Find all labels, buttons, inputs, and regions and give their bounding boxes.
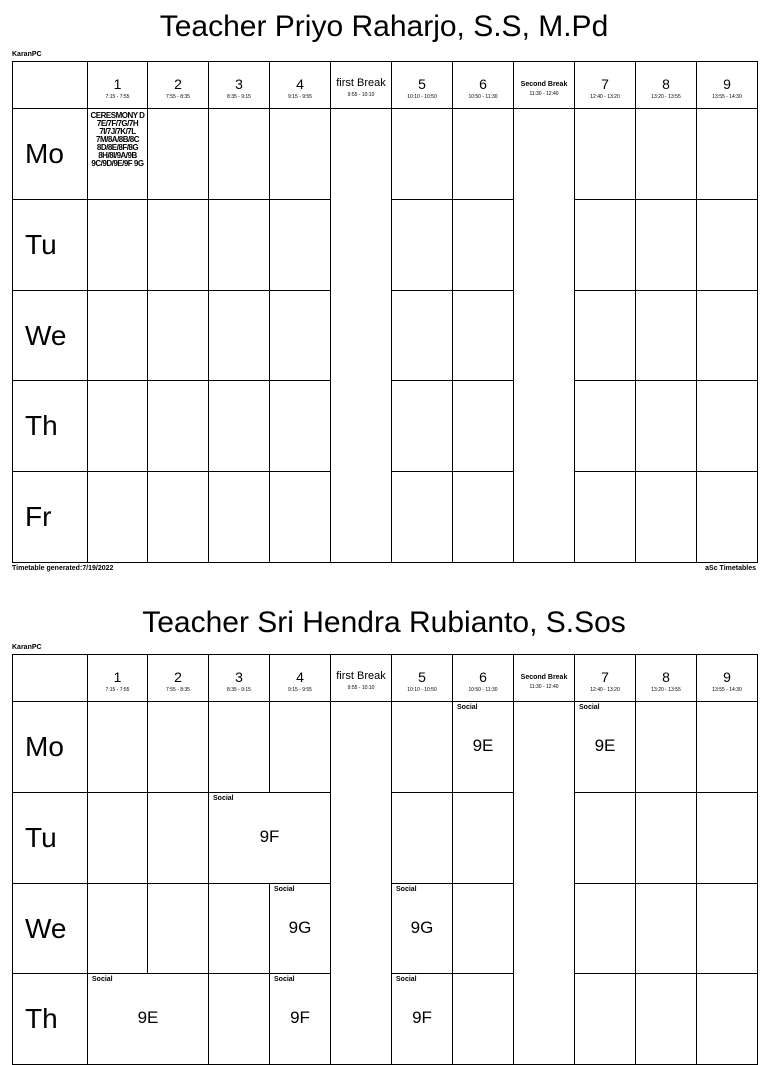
empty-cell	[575, 793, 636, 884]
empty-cell	[392, 109, 453, 200]
empty-cell	[697, 472, 758, 563]
author-label: KaranPC	[12, 51, 42, 58]
empty-cell	[453, 974, 514, 1065]
lesson-class: 9G	[410, 918, 434, 937]
empty-cell	[392, 793, 453, 884]
empty-cell	[575, 884, 636, 974]
empty-cell	[453, 291, 514, 381]
empty-cell	[270, 472, 331, 563]
empty-cell	[636, 472, 697, 563]
period-header: 6 10:50 - 11:30	[453, 655, 514, 702]
corner-cell	[13, 655, 88, 702]
break-column	[514, 109, 575, 563]
period-header: 1 7:15 - 7:55	[88, 655, 148, 702]
empty-cell	[697, 381, 758, 472]
day-label: We	[13, 291, 88, 381]
period-header: 4 9:15 - 9:55	[270, 655, 331, 702]
empty-cell	[392, 702, 453, 793]
period-header: 3 8:35 - 9:15	[209, 62, 270, 109]
empty-cell	[392, 200, 453, 291]
break-column	[514, 702, 575, 1065]
timetable2-grid	[12, 654, 758, 1065]
lesson-cell[interactable]	[270, 974, 331, 1065]
lesson-cell[interactable]	[575, 702, 636, 793]
lesson-class: 9F	[412, 1008, 432, 1027]
corner-cell	[13, 62, 88, 109]
break-header: Second Break 11:30 - 12:40	[514, 62, 575, 109]
empty-cell	[453, 884, 514, 974]
empty-cell	[697, 974, 758, 1065]
empty-cell	[697, 884, 758, 974]
empty-cell	[453, 200, 514, 291]
empty-cell	[88, 884, 148, 974]
empty-cell	[453, 793, 514, 884]
period-header: 9 13:55 - 14:30	[697, 62, 758, 109]
day-label: Th	[13, 381, 88, 472]
empty-cell	[270, 291, 331, 381]
empty-cell	[88, 702, 148, 793]
period-header: 5 10:10 - 10:50	[392, 62, 453, 109]
lesson-cell[interactable]	[270, 884, 331, 974]
lesson-subject: Social	[274, 976, 295, 983]
footer-brand: aSc Timetables	[705, 565, 756, 572]
empty-cell	[636, 109, 697, 200]
period-header: 6 10:50 - 11:30	[453, 62, 514, 109]
timetable1-title: Teacher Priyo Raharjo, S.S, M.Pd	[159, 10, 609, 43]
empty-cell	[88, 472, 148, 563]
empty-cell	[575, 109, 636, 200]
empty-cell	[209, 702, 270, 793]
empty-cell	[88, 381, 148, 472]
empty-cell	[392, 381, 453, 472]
empty-cell	[88, 793, 148, 884]
period-header: 5 10:10 - 10:50	[392, 655, 453, 702]
empty-cell	[148, 381, 209, 472]
lesson-class: 9G	[288, 918, 312, 937]
period-header: 8 13:20 - 13:55	[636, 62, 697, 109]
empty-cell	[270, 702, 331, 793]
day-label: Fr	[13, 472, 88, 563]
footer-generated: Timetable generated:7/19/2022	[12, 565, 114, 572]
lesson-cell[interactable]	[88, 109, 148, 200]
lesson-class: 9E	[472, 736, 494, 755]
lesson-subject: Social	[274, 886, 295, 893]
empty-cell	[148, 200, 209, 291]
timetable1-grid	[12, 61, 758, 563]
lesson-class: 9F	[290, 1008, 310, 1027]
lesson-subject: Social	[396, 976, 417, 983]
day-label: Mo	[13, 109, 88, 200]
empty-cell	[148, 291, 209, 381]
empty-cell	[209, 200, 270, 291]
empty-cell	[148, 472, 209, 563]
lesson-classes: CERESMONY D 7E/7F/7G/7H 7I/7J/7K/7L 7M/8A/8B/8C 8D/8E/8F/8G 8H/8I/9A/9B 9C/9D/9E/9F 9G	[90, 111, 145, 168]
empty-cell	[697, 793, 758, 884]
period-header: 7 12:40 - 13:20	[575, 62, 636, 109]
author-label: KaranPC	[12, 644, 42, 651]
empty-cell	[209, 472, 270, 563]
empty-cell	[209, 381, 270, 472]
empty-cell	[453, 109, 514, 200]
lesson-cell[interactable]	[88, 974, 209, 1065]
empty-cell	[575, 381, 636, 472]
period-header: 7 12:40 - 13:20	[575, 655, 636, 702]
empty-cell	[575, 200, 636, 291]
empty-cell	[392, 291, 453, 381]
empty-cell	[453, 381, 514, 472]
lesson-subject: Social	[213, 795, 234, 802]
empty-cell	[209, 109, 270, 200]
empty-cell	[697, 291, 758, 381]
lesson-cell[interactable]	[392, 974, 453, 1065]
empty-cell	[148, 884, 209, 974]
day-label: We	[13, 884, 88, 974]
empty-cell	[148, 793, 209, 884]
empty-cell	[453, 472, 514, 563]
lesson-cell[interactable]	[453, 702, 514, 793]
empty-cell	[148, 702, 209, 793]
period-header: 2 7:55 - 8:35	[148, 62, 209, 109]
empty-cell	[209, 884, 270, 974]
empty-cell	[88, 291, 148, 381]
lesson-subject: Social	[579, 704, 600, 711]
lesson-subject: Social	[396, 886, 417, 893]
empty-cell	[270, 200, 331, 291]
break-header: Second Break 11:30 - 12:40	[514, 655, 575, 702]
empty-cell	[575, 974, 636, 1065]
break-header: first Break 9:55 - 10:10	[331, 655, 392, 702]
empty-cell	[209, 974, 270, 1065]
empty-cell	[697, 109, 758, 200]
empty-cell	[636, 884, 697, 974]
day-label: Tu	[13, 200, 88, 291]
empty-cell	[697, 702, 758, 793]
day-label: Th	[13, 974, 88, 1065]
lesson-class: 9E	[594, 736, 616, 755]
lesson-subject: Social	[457, 704, 478, 711]
lesson-class: 9E	[137, 1008, 159, 1027]
break-column	[331, 702, 392, 1065]
empty-cell	[697, 200, 758, 291]
empty-cell	[575, 472, 636, 563]
period-header: 3 8:35 - 9:15	[209, 655, 270, 702]
break-column	[331, 109, 392, 563]
lesson-cell[interactable]	[209, 793, 331, 884]
lesson-subject: Social	[92, 976, 113, 983]
period-header: 4 9:15 - 9:55	[270, 62, 331, 109]
day-label: Mo	[13, 702, 88, 793]
lesson-class: 9F	[259, 827, 280, 846]
empty-cell	[575, 291, 636, 381]
empty-cell	[148, 109, 209, 200]
empty-cell	[88, 200, 148, 291]
empty-cell	[636, 381, 697, 472]
lesson-cell[interactable]	[392, 884, 453, 974]
period-header: 9 13:55 - 14:30	[697, 655, 758, 702]
break-header: first Break 9:55 - 10:10	[331, 62, 392, 109]
period-header: 2 7:55 - 8:35	[148, 655, 209, 702]
empty-cell	[270, 381, 331, 472]
day-label: Tu	[13, 793, 88, 884]
empty-cell	[636, 974, 697, 1065]
empty-cell	[392, 472, 453, 563]
timetable2-title: Teacher Sri Hendra Rubianto, S.Sos	[142, 606, 626, 639]
empty-cell	[636, 291, 697, 381]
empty-cell	[270, 109, 331, 200]
empty-cell	[209, 291, 270, 381]
empty-cell	[636, 702, 697, 793]
empty-cell	[636, 200, 697, 291]
period-header: 1 7:15 - 7:55	[88, 62, 148, 109]
period-header: 8 13:20 - 13:55	[636, 655, 697, 702]
empty-cell	[636, 793, 697, 884]
